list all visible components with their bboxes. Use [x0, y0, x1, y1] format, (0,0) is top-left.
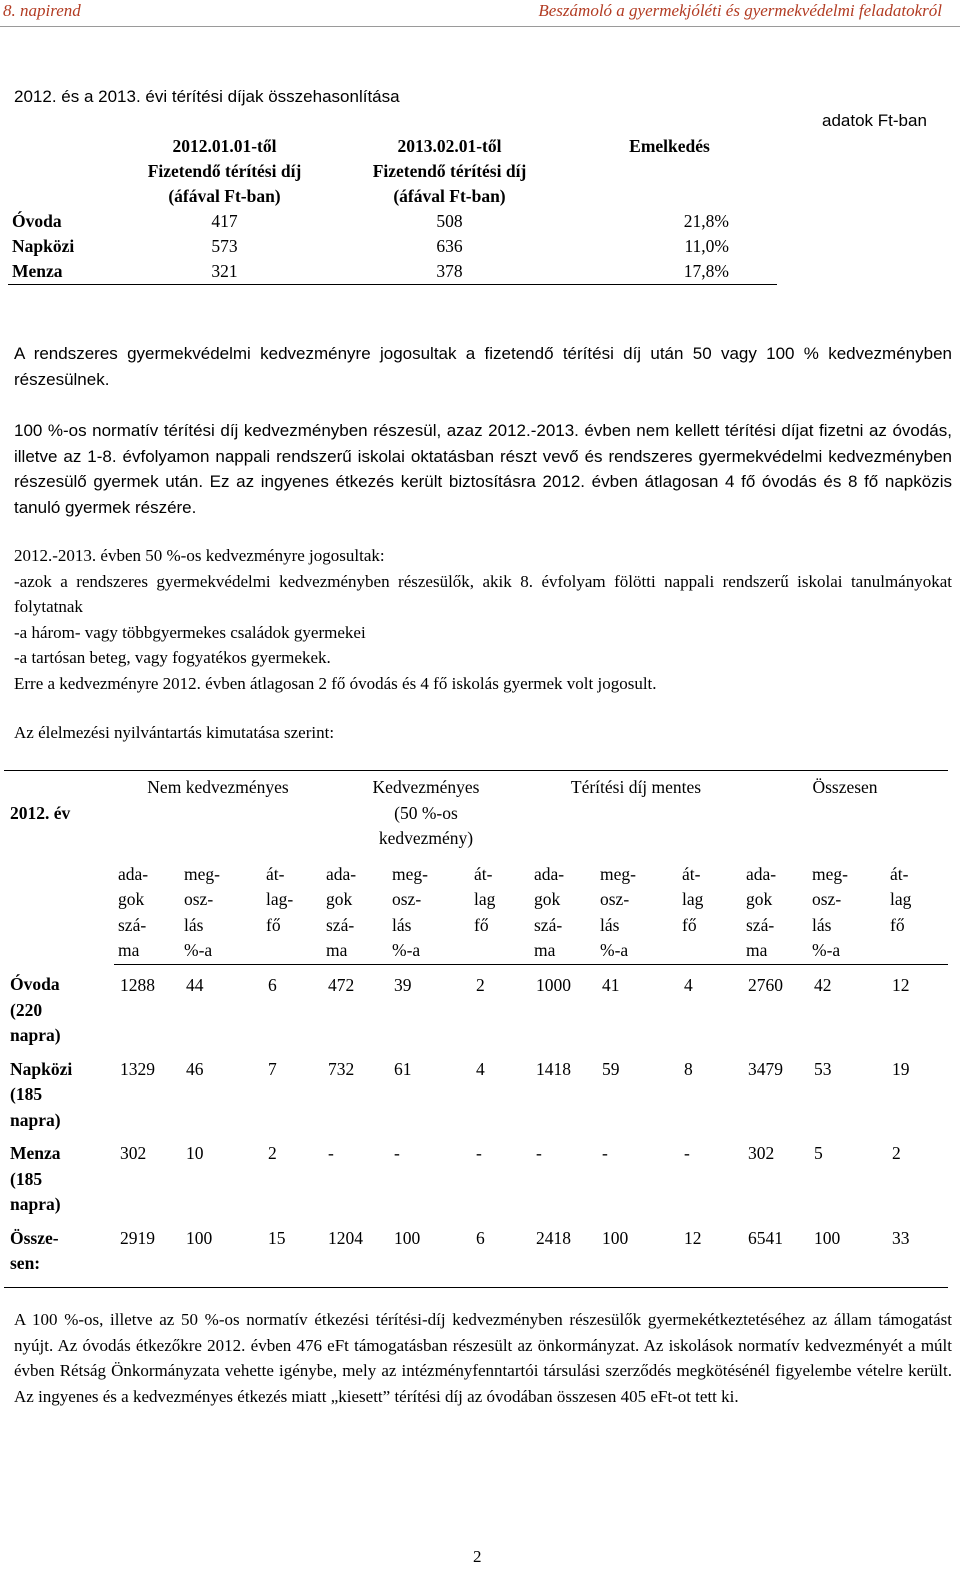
- paragraph-line: -a három- vagy többgyermekes családok gyermekei: [14, 622, 366, 642]
- page-number: 2: [473, 1547, 482, 1566]
- table-cell: 4: [684, 974, 693, 995]
- table-cell: 59: [602, 1058, 620, 1079]
- table-row: [4, 964, 948, 1049]
- section-title: 2012. és a 2013. évi térítési díjak összehasonlítása: [14, 87, 400, 106]
- column-subheader: át- lag fő: [886, 852, 948, 965]
- paragraph-line: Erre a kedvezményre 2012. évben átlagosan 2 fő óvodás és 4 fő iskolás gyermek volt jogosult.: [14, 673, 657, 693]
- column-subheader: meg- osz- lás %-a: [596, 852, 678, 965]
- table-cell: 2: [892, 1143, 901, 1163]
- table-cell: 472: [328, 974, 355, 995]
- fees-comparison-table: [8, 134, 777, 285]
- column-subheader: ada- gok szá- ma: [742, 852, 808, 965]
- table-cell: 8: [684, 1058, 693, 1079]
- fees-row: Napközi 573 636 11,0%: [12, 236, 729, 256]
- column-subheader: át- lag fő: [470, 852, 530, 965]
- table-row: [4, 1049, 948, 1134]
- table-row: [4, 1218, 948, 1288]
- paragraph-eligibility: A rendszeres gyermekvédelmi kedvezményre jogosultak a fizetendő térítési díj után 50 vagy 100 % kedvezményben részesülnek.: [14, 344, 952, 389]
- row-label: Össze- sen:: [4, 1218, 114, 1288]
- table-cell: 3479: [748, 1058, 783, 1079]
- meals-group-header-row: [4, 771, 948, 852]
- table-cell: 302: [748, 1143, 775, 1163]
- group-header-discounted: Kedvezményes (50 %-os kedvezmény): [322, 771, 530, 852]
- row-label: Menza (185 napra): [10, 1143, 61, 1214]
- header-left-text: 8. napirend: [3, 1, 81, 20]
- meal-statistics-table: [4, 770, 948, 1288]
- table-cell: 41: [602, 974, 620, 995]
- column-subheader: ada- gok szá- ma: [114, 852, 180, 965]
- table-cell: 2919: [114, 1218, 180, 1288]
- table-cell: 302: [120, 1143, 147, 1163]
- group-header-non-discounted: Nem kedvezményes: [114, 771, 322, 852]
- row-label: Napközi (185 napra): [10, 1058, 73, 1130]
- table-cell: 100: [388, 1218, 470, 1288]
- column-subheader: ada- gok szá- ma: [322, 852, 388, 965]
- row-label: Óvoda (220 napra): [10, 974, 61, 1045]
- table-cell: 1418: [536, 1058, 571, 1079]
- table-cell: 12: [678, 1218, 742, 1288]
- paragraph-meal-records: Az élelmezési nyilvántartás kimutatása szerint:: [14, 723, 335, 742]
- table-cell: 5: [814, 1143, 823, 1163]
- table-cell: 33: [886, 1218, 948, 1288]
- table-cell: 10: [186, 1143, 204, 1163]
- fees-header-2012: 2012.01.01-től Fizetendő térítési díj (áfával Ft-ban): [147, 136, 302, 206]
- table-cell: 6541: [742, 1218, 808, 1288]
- table-cell: 1000: [536, 974, 571, 995]
- table-cell: 2760: [748, 974, 783, 995]
- table-cell: 732: [328, 1058, 355, 1079]
- table-cell: 1329: [120, 1058, 155, 1079]
- paragraph-full-discount: 100 %-os normatív térítési díj kedvezményben részesül, azaz 2012.-2013. évben nem kellett térítési díjat fizetni az óvodás, illetve az 1-8. évfolyamon nappali rendszerű iskolai oktatásban részt vevő és rendszeres gyermekvédelmi kedvezményben részesülő gyermek után. Ez az ingyenes étkezés került biztosításra 2012. évben átlagosan 4 fő óvodás és 8 fő napközis tanuló gyermek részére.: [14, 421, 952, 517]
- table-cell: 100: [596, 1218, 678, 1288]
- table-row: [4, 1133, 948, 1218]
- table-cell: -: [476, 1143, 482, 1163]
- fees-header-increase: Emelkedés: [629, 136, 710, 156]
- fees-header-2013: 2013.02.01-től Fizetendő térítési díj (áfával Ft-ban): [372, 136, 527, 206]
- fees-row: Menza 321 378 17,8%: [8, 259, 777, 285]
- table-cell: -: [328, 1143, 334, 1163]
- unit-note: adatok Ft-ban: [822, 111, 927, 130]
- table-cell: 6: [268, 974, 277, 995]
- paragraph-line: -azok a rendszeres gyermekvédelmi kedvezményben részesülők, akik 8. évfolyam fölötti nappali rendszerű iskolai tanulmányokat folytatnak: [14, 571, 952, 616]
- table-cell: 2: [476, 974, 485, 995]
- table-cell: 44: [186, 974, 204, 995]
- paragraph-half-discount: [14, 543, 952, 696]
- table-cell: 6: [470, 1218, 530, 1288]
- table-cell: 1204: [322, 1218, 388, 1288]
- table-cell: 2418: [530, 1218, 596, 1288]
- table-cell: 12: [892, 974, 910, 995]
- paragraph-line: -a tartósan beteg, vagy fogyatékos gyermekek.: [14, 648, 331, 667]
- table-cell: 100: [180, 1218, 262, 1288]
- page-header: [0, 0, 960, 27]
- table-cell: -: [394, 1143, 400, 1163]
- group-header-free: Térítési díj mentes: [530, 771, 742, 852]
- table-cell: -: [684, 1143, 690, 1163]
- table-cell: 53: [814, 1058, 832, 1079]
- column-subheader: meg- osz- lás %-a: [388, 852, 470, 965]
- table-cell: 15: [262, 1218, 322, 1288]
- column-subheader: ada- gok szá- ma: [530, 852, 596, 965]
- paragraph-line: 2012.-2013. évben 50 %-os kedvezményre jogosultak:: [14, 546, 385, 565]
- year-label: 2012. év: [4, 771, 114, 965]
- table-cell: 42: [814, 974, 832, 995]
- table-cell: 46: [186, 1058, 204, 1079]
- table-cell: 61: [394, 1058, 412, 1079]
- table-cell: 19: [892, 1058, 910, 1079]
- table-cell: 2: [268, 1143, 277, 1163]
- column-subheader: át- lag fő: [678, 852, 742, 965]
- fees-header-row: [8, 134, 777, 209]
- table-cell: 1288: [120, 974, 155, 995]
- table-cell: 7: [268, 1058, 277, 1079]
- table-cell: 4: [476, 1058, 485, 1079]
- fees-row: Óvoda 417 508 21,8%: [12, 211, 729, 231]
- column-subheader: meg- osz- lás %-a: [808, 852, 886, 965]
- column-subheader: meg- osz- lás %-a: [180, 852, 262, 965]
- table-cell: 100: [808, 1218, 886, 1288]
- column-subheader: át- lag- fő: [262, 852, 322, 965]
- header-right-text: Beszámoló a gyermekjóléti és gyermekvédelmi feladatokról: [538, 1, 942, 20]
- table-cell: -: [602, 1143, 608, 1163]
- table-cell: -: [536, 1143, 542, 1163]
- paragraph-state-support: A 100 %-os, illetve az 50 %-os normatív étkezési térítési-díj kedvezményben részesülők gyermekétkeztetéséhez az állam támogatást nyújt. Az óvodás étkezőkre 2012. évben 476 eFt támogatásban részesült az önkormányzat. Az iskolások normatív kedvezményét a múlt évben Rétság Önkormányzata vehette igénybe, mely az intézményfenntartói társulási szerződés megkötésénél figyelembe vételre került. Az ingyenes és a kedvezményes étkezés miatt „kiesett” térítési díj az óvodában összesen 405 eFt-ot tett ki.: [14, 1310, 952, 1406]
- meals-subheader-row: [4, 852, 948, 965]
- group-header-total: Összesen: [742, 771, 948, 852]
- table-cell: 39: [394, 974, 412, 995]
